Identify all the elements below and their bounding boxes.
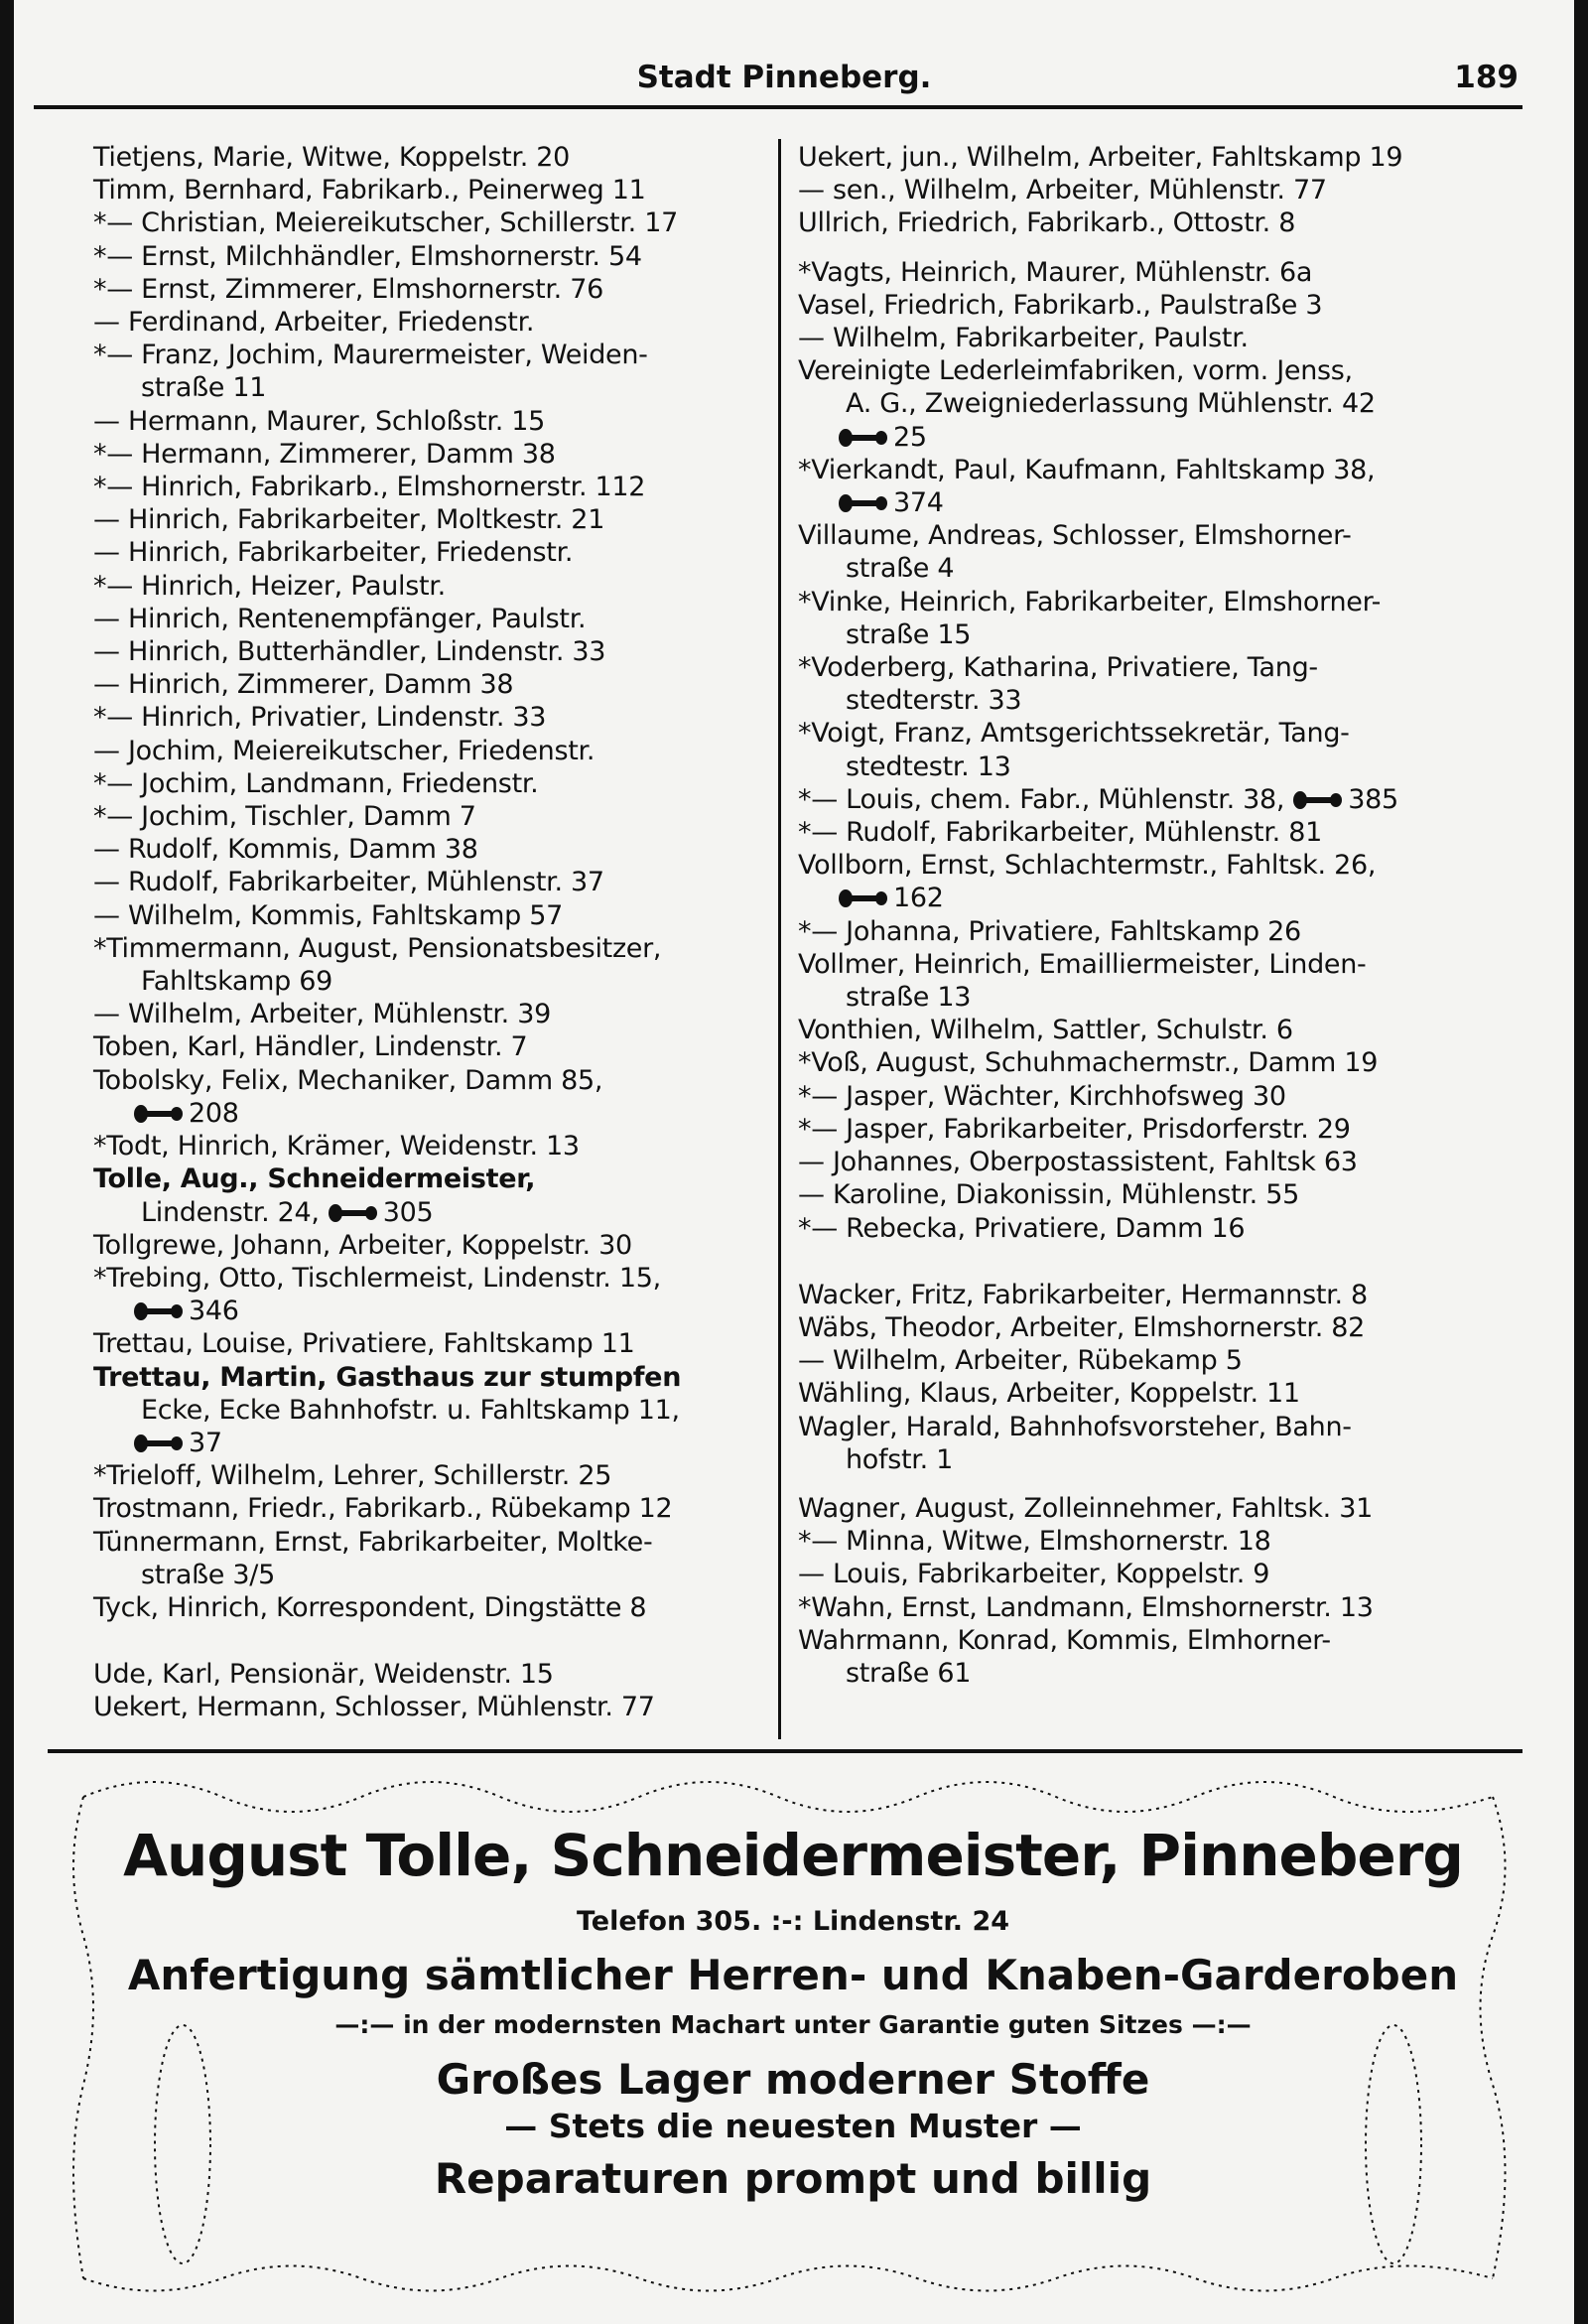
column-divider	[778, 139, 781, 1739]
directory-entry	[93, 141, 773, 174]
directory-entry	[93, 998, 773, 1030]
telephone-number-value: 162	[893, 883, 944, 914]
entry-text: — Hinrich, Butterhändler, Lindenstr. 33	[93, 636, 606, 668]
directory-entry	[93, 1427, 773, 1459]
entry-text: Vollborn, Ernst, Schlachtermstr., Fahltsk. 26,	[798, 850, 1377, 882]
directory-entry	[798, 882, 1522, 914]
directory-entry	[93, 536, 773, 569]
directory-entry	[798, 981, 1522, 1014]
entry-text: straße 4	[846, 553, 955, 585]
ad-stock: Großes Lager moderner Stoffe	[436, 2055, 1150, 2104]
entry-text: Uekert, jun., Wilhelm, Arbeiter, Fahltskamp 19	[798, 142, 1403, 173]
directory-entry	[798, 849, 1522, 882]
directory-entry	[93, 1196, 773, 1229]
directory-entry	[798, 1591, 1522, 1624]
entry-text: *— Johanna, Privatiere, Fahltskamp 26	[798, 915, 1301, 947]
directory-entry	[798, 289, 1522, 322]
entry-text: Tolle, Aug., Schneidermeister,	[93, 1163, 536, 1195]
directory-entry	[93, 833, 773, 866]
entry-text: — Wilhelm, Arbeiter, Mühlenstr. 39	[93, 999, 552, 1030]
directory-entry	[798, 717, 1522, 750]
directory-entry	[798, 1443, 1522, 1476]
directory-entry	[798, 206, 1522, 239]
directory-page	[14, 0, 1574, 2324]
directory-entry	[93, 1459, 773, 1492]
entry-text: — Wilhelm, Fabrikarbeiter, Paulstr.	[798, 323, 1249, 354]
directory-entry	[798, 1080, 1522, 1113]
telephone-number-value: 25	[893, 421, 927, 453]
entry-text: *Voigt, Franz, Amtsgerichtssekretär, Tang-	[798, 718, 1350, 750]
entry-text: Wahrmann, Konrad, Kommis, Elmhorner-	[798, 1624, 1331, 1656]
entry-text: *— Hinrich, Fabrikarb., Elmshornerstr. 112	[93, 472, 646, 503]
entry-text: straße 13	[846, 982, 972, 1014]
telephone-receiver-icon	[133, 1434, 185, 1453]
entry-text: Villaume, Andreas, Schlosser, Elmshorner-	[798, 520, 1352, 552]
directory-entry	[93, 866, 773, 898]
directory-entry	[798, 618, 1522, 651]
directory-entry	[93, 1262, 773, 1295]
directory-entry	[798, 1558, 1522, 1590]
entry-text: *— Franz, Jochim, Maurermeister, Weiden-	[93, 340, 648, 371]
telephone-number	[133, 1097, 239, 1130]
directory-entry	[798, 1046, 1522, 1079]
telephone-number-value: 374	[893, 487, 944, 519]
entry-text: hofstr. 1	[846, 1443, 954, 1475]
entry-text: Tünnermann, Ernst, Fabrikarbeiter, Moltke-	[93, 1526, 653, 1558]
directory-entry	[93, 668, 773, 701]
page-title: Stadt Pinneberg.	[636, 60, 932, 95]
directory-entry	[93, 240, 773, 273]
entry-text: Wäbs, Theodor, Arbeiter, Elmshornerstr. 82	[798, 1311, 1366, 1343]
ad-contact: Telefon 305. :-: Lindenstr. 24	[576, 1906, 1010, 1937]
directory-entry	[93, 735, 773, 767]
directory-entry	[798, 816, 1522, 849]
entry-text: Tollgrewe, Johann, Arbeiter, Koppelstr. 30	[93, 1229, 632, 1261]
directory-entry	[93, 1559, 773, 1591]
directory-entry	[798, 1525, 1522, 1558]
directory-entry	[798, 1377, 1522, 1410]
entry-text: Vollmer, Heinrich, Emailliermeister, Linden-	[798, 948, 1367, 980]
directory-entry	[798, 1344, 1522, 1377]
telephone-receiver-icon	[1292, 790, 1344, 810]
telephone-receiver-icon	[133, 1104, 185, 1124]
directory-entry	[93, 1591, 773, 1624]
entry-text: Tyck, Hinrich, Korrespondent, Dingstätte 8	[93, 1591, 647, 1623]
entry-text: — Karoline, Diakonissin, Mühlenstr. 55	[798, 1179, 1299, 1211]
directory-entry	[798, 552, 1522, 585]
directory-entry	[93, 932, 773, 965]
entry-text: *Timmermann, August, Pensionatsbesitzer,	[93, 932, 662, 964]
telephone-receiver-icon	[838, 493, 889, 513]
entry-text: stedterstr. 33	[846, 685, 1022, 717]
directory-entry	[93, 965, 773, 998]
ad-services: Anfertigung sämtlicher Herren- und Knaben-Garderoben	[127, 1951, 1459, 1999]
entry-text: — Hinrich, Zimmerer, Damm 38	[93, 669, 514, 701]
entry-text: Trettau, Martin, Gasthaus zur stumpfen	[93, 1361, 682, 1393]
directory-entry	[798, 1624, 1522, 1657]
directory-entry	[798, 1212, 1522, 1245]
directory-entry	[798, 1014, 1522, 1046]
directory-entry	[93, 273, 773, 306]
entry-text: Tobolsky, Felix, Mechaniker, Damm 85,	[93, 1064, 603, 1096]
entry-text: Trettau, Louise, Privatiere, Fahltskamp 11	[93, 1328, 635, 1360]
entry-text: A. G., Zweigniederlassung Mühlenstr. 42	[846, 388, 1376, 420]
entry-text: Vereinigte Lederleimfabriken, vorm. Jenss,	[798, 355, 1353, 387]
directory-entry	[798, 1411, 1522, 1443]
entry-text: stedtestr. 13	[846, 751, 1011, 782]
directory-entry	[798, 174, 1522, 206]
directory-entry	[93, 570, 773, 603]
entry-text: *— Christian, Meiereikutscher, Schillerstr. 17	[93, 207, 678, 239]
telephone-number-value: 385	[1348, 783, 1398, 815]
ad-headline: August Tolle, Schneidermeister, Pinneberg	[123, 1822, 1463, 1889]
entry-text: — Louis, Fabrikarbeiter, Koppelstr. 9	[798, 1559, 1270, 1590]
entry-text: Ude, Karl, Pensionär, Weidenstr. 15	[93, 1659, 554, 1691]
entry-text: *Vinke, Heinrich, Fabrikarbeiter, Elmshorner-	[798, 586, 1382, 617]
entry-text: *— Jochim, Tischler, Damm 7	[93, 801, 476, 833]
entry-text: — Hinrich, Fabrikarbeiter, Moltkestr. 21	[93, 504, 605, 536]
entry-text: *Todt, Hinrich, Krämer, Weidenstr. 13	[93, 1131, 580, 1162]
directory-entry	[93, 899, 773, 932]
entry-text: straße 3/5	[141, 1559, 275, 1590]
directory-entry	[798, 651, 1522, 684]
entry-text: — Ferdinand, Arbeiter, Friedenstr.	[93, 307, 535, 339]
telephone-receiver-icon	[838, 428, 889, 448]
directory-entry	[798, 421, 1522, 454]
entry-text: Wacker, Fritz, Fabrikarbeiter, Hermannstr. 8	[798, 1279, 1368, 1310]
entry-text: *— Jasper, Fabrikarbeiter, Prisdorferstr. 29	[798, 1113, 1351, 1145]
directory-entry	[93, 1064, 773, 1097]
directory-entry	[798, 519, 1522, 552]
telephone-number	[1292, 783, 1398, 816]
telephone-number-value: 346	[189, 1296, 239, 1327]
directory-entry	[93, 371, 773, 404]
entry-text: *Voderberg, Katharina, Privatiere, Tang-	[798, 652, 1318, 684]
directory-entry	[798, 915, 1522, 948]
directory-entry	[93, 701, 773, 734]
header-rule	[34, 105, 1522, 109]
entry-text: *Trieloff, Wilhelm, Lehrer, Schillerstr. 25	[93, 1460, 612, 1492]
directory-entry	[93, 603, 773, 635]
entry-text: Vonthien, Wilhelm, Sattler, Schulstr. 6	[798, 1015, 1293, 1046]
entry-text: *— Minna, Witwe, Elmshornerstr. 18	[798, 1526, 1271, 1558]
entry-text: *— Ernst, Zimmerer, Elmshornerstr. 76	[93, 273, 604, 305]
entry-text: — Johannes, Oberpostassistent, Fahltsk 63	[798, 1147, 1358, 1178]
entry-text: *— Hinrich, Privatier, Lindenstr. 33	[93, 702, 547, 734]
directory-entry	[93, 1130, 773, 1162]
entry-text: straße 61	[846, 1657, 972, 1689]
telephone-number	[133, 1295, 239, 1327]
directory-entry	[93, 1394, 773, 1427]
directory-entry	[93, 503, 773, 536]
directory-entry	[798, 1178, 1522, 1211]
telephone-receiver-icon	[838, 889, 889, 908]
directory-entry	[798, 486, 1522, 519]
entry-text: *— Louis, chem. Fabr., Mühlenstr. 38,	[798, 783, 1285, 815]
directory-entry	[93, 1361, 773, 1394]
entry-text: straße 15	[846, 618, 972, 650]
directory-entry	[93, 339, 773, 371]
entry-text: — Rudolf, Fabrikarbeiter, Mühlenstr. 37	[93, 867, 604, 898]
entry-text: Vasel, Friedrich, Fabrikarb., Paulstraße 3	[798, 289, 1323, 321]
entry-text: Toben, Karl, Händler, Lindenstr. 7	[93, 1031, 528, 1063]
directory-entry	[93, 438, 773, 471]
entry-text: *— Jochim, Landmann, Friedenstr.	[93, 767, 539, 799]
directory-entry	[93, 1327, 773, 1360]
entry-text: *Vierkandt, Paul, Kaufmann, Fahltskamp 38,	[798, 454, 1376, 485]
entry-text: Trostmann, Friedr., Fabrikarb., Rübekamp 12	[93, 1493, 673, 1525]
directory-entry	[798, 141, 1522, 174]
entry-text: — Wilhelm, Kommis, Fahltskamp 57	[93, 899, 563, 931]
entry-text: Tietjens, Marie, Witwe, Koppelstr. 20	[93, 142, 571, 173]
advertisement	[64, 1767, 1522, 2303]
directory-entry	[798, 586, 1522, 618]
entry-text: Wähling, Klaus, Arbeiter, Koppelstr. 11	[798, 1378, 1300, 1410]
directory-entry	[93, 635, 773, 668]
directory-entry	[93, 306, 773, 339]
directory-entry	[93, 1097, 773, 1130]
directory-entry	[798, 751, 1522, 783]
directory-entry	[93, 1526, 773, 1559]
directory-entry	[798, 948, 1522, 981]
telephone-number-value: 37	[189, 1427, 222, 1458]
entry-text: Fahltskamp 69	[141, 966, 333, 998]
entry-text: — Hinrich, Fabrikarbeiter, Friedenstr.	[93, 537, 574, 569]
directory-entry	[798, 454, 1522, 486]
directory-entry	[798, 1113, 1522, 1146]
entry-text: *— Hermann, Zimmerer, Damm 38	[93, 438, 556, 470]
telephone-number	[838, 882, 944, 914]
telephone-number	[838, 421, 927, 454]
directory-entry	[93, 1030, 773, 1063]
telephone-number	[133, 1427, 222, 1459]
entry-text: *— Ernst, Milchhändler, Elmshornerstr. 54	[93, 240, 642, 272]
directory-entry	[798, 1146, 1522, 1178]
right-column	[798, 141, 1522, 1690]
entry-text: Wagler, Harald, Bahnhofsvorsteher, Bahn-	[798, 1411, 1352, 1442]
directory-entry	[798, 387, 1522, 420]
directory-entry	[798, 256, 1522, 289]
telephone-receiver-icon	[133, 1301, 185, 1321]
entry-text: *— Jasper, Wächter, Kirchhofsweg 30	[798, 1080, 1286, 1112]
directory-entry	[93, 1295, 773, 1327]
entry-text: — Wilhelm, Arbeiter, Rübekamp 5	[798, 1345, 1243, 1377]
entry-text: *Voß, August, Schuhmachermstr., Damm 19	[798, 1047, 1379, 1079]
entry-text: *Vagts, Heinrich, Maurer, Mühlenstr. 6a	[798, 256, 1313, 288]
directory-entry	[93, 405, 773, 438]
telephone-number	[328, 1196, 434, 1229]
entry-text: Wagner, August, Zolleinnehmer, Fahltsk. 31	[798, 1492, 1373, 1524]
directory-entry	[93, 206, 773, 239]
entry-text: *— Rudolf, Fabrikarbeiter, Mühlenstr. 81	[798, 817, 1322, 849]
entry-text: Timm, Bernhard, Fabrikarb., Peinerweg 11	[93, 175, 646, 206]
directory-entry	[798, 1279, 1522, 1311]
footer-rule	[48, 1749, 1522, 1753]
telephone-number-value: 208	[189, 1097, 239, 1129]
page-number: 189	[1454, 60, 1519, 95]
directory-entry	[93, 471, 773, 503]
directory-entry	[93, 1492, 773, 1525]
directory-entry	[798, 1492, 1522, 1525]
entry-text: Lindenstr. 24,	[141, 1196, 320, 1228]
entry-text: *Trebing, Otto, Tischlermeist, Lindenstr. 15,	[93, 1262, 661, 1294]
directory-entry	[93, 1162, 773, 1195]
telephone-number	[838, 486, 944, 519]
directory-entry	[798, 783, 1522, 816]
directory-entry	[798, 1311, 1522, 1344]
telephone-number-value: 305	[382, 1196, 434, 1228]
directory-entry	[93, 1229, 773, 1262]
ad-repairs: Reparaturen prompt und billig	[434, 2154, 1152, 2203]
entry-text: *— Rebecka, Privatiere, Damm 16	[798, 1212, 1246, 1244]
directory-entry	[93, 800, 773, 833]
entry-text: Ullrich, Friedrich, Fabrikarb., Ottostr. 8	[798, 207, 1296, 239]
directory-entry	[798, 354, 1522, 387]
directory-entry	[93, 767, 773, 800]
telephone-receiver-icon	[328, 1203, 379, 1223]
entry-text: straße 11	[141, 372, 267, 404]
entry-text: *— Hinrich, Heizer, Paulstr.	[93, 570, 446, 602]
ad-guarantee: —:— in der modernsten Machart unter Garantie guten Sitzes —:—	[334, 2010, 1252, 2039]
page-header	[50, 56, 1519, 105]
directory-entry	[93, 174, 773, 206]
directory-entry	[798, 322, 1522, 354]
left-column	[93, 141, 773, 1724]
entry-text: Ecke, Ecke Bahnhofstr. u. Fahltskamp 11,	[141, 1394, 680, 1426]
directory-entry	[93, 1691, 773, 1723]
entry-text: — Jochim, Meiereikutscher, Friedenstr.	[93, 735, 596, 766]
directory-entry	[93, 1658, 773, 1691]
directory-entry	[798, 684, 1522, 717]
ad-patterns: — Stets die neuesten Muster —	[504, 2107, 1082, 2145]
entry-text: Uekert, Hermann, Schlosser, Mühlenstr. 77	[93, 1692, 655, 1723]
entry-text: — Rudolf, Kommis, Damm 38	[93, 834, 478, 866]
entry-text: — Hinrich, Rentenempfänger, Paulstr.	[93, 603, 587, 634]
entry-text: — sen., Wilhelm, Arbeiter, Mühlenstr. 77	[798, 175, 1327, 206]
entry-text: *Wahn, Ernst, Landmann, Elmshornerstr. 13	[798, 1591, 1374, 1623]
directory-entry	[798, 1657, 1522, 1690]
entry-text: — Hermann, Maurer, Schloßstr. 15	[93, 405, 546, 437]
